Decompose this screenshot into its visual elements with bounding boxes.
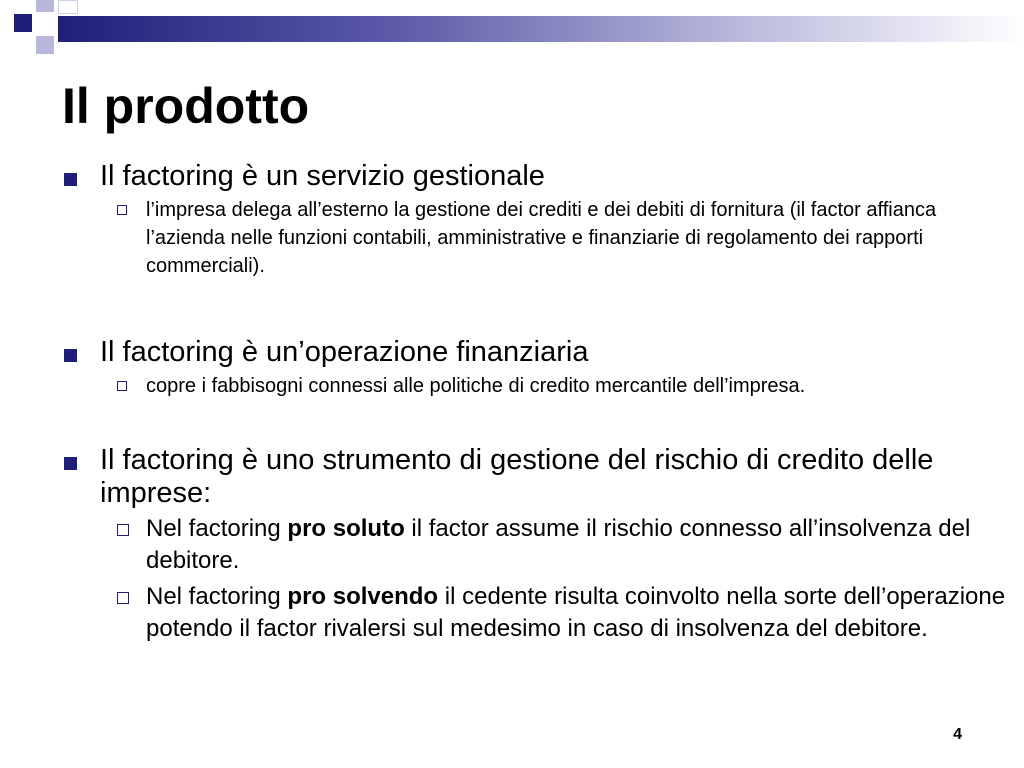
sub-bullet-item [62, 196, 1012, 280]
hollow-square-bullet-icon [117, 524, 129, 536]
slide-title: Il prodotto [62, 78, 310, 134]
square-bullet-icon [64, 349, 77, 362]
sub-bullet-text-pre: Nel factoring [146, 583, 288, 610]
hollow-square-bullet-icon [117, 592, 129, 604]
slide-header-decoration [0, 0, 1024, 64]
bullet-item [62, 160, 1012, 193]
decor-square [14, 14, 32, 32]
hollow-square-bullet-icon [117, 205, 127, 215]
square-bullet-icon [64, 173, 77, 186]
hollow-square-bullet-icon [117, 381, 127, 391]
square-bullet-icon [64, 457, 77, 470]
decor-square [58, 0, 78, 14]
sub-bullet-bold-term: pro soluto [287, 515, 405, 542]
sub-bullet-item [62, 581, 1012, 645]
sub-bullet-item [62, 372, 1012, 400]
sub-bullet-text-pre: Nel factoring [146, 515, 288, 542]
sub-bullet-text-post: il cedente risulta coinvolto nella sorte dell’operazione potendo il factor rivalersi sul medesimo in caso di insolvenza del debitore. [146, 583, 1006, 642]
sub-bullet-list [62, 196, 1012, 280]
sub-bullet-text-post: il factor assume il rischio connesso all’insolvenza del debitore. [146, 515, 971, 574]
decor-square [36, 14, 54, 32]
bullet-item [62, 444, 1012, 510]
sub-bullet-list [62, 372, 1012, 400]
sub-bullet-text: copre i fabbisogni connessi alle politiche di credito mercantile dell’impresa. [146, 375, 806, 397]
sub-bullet-text: l’impresa delega all’esterno la gestione dei crediti e dei debiti di fornitura (il factor affianca l’azienda nelle funzioni contabili, amministrative e finanziarie di regolamento dei rapporti commerciali). [146, 199, 937, 277]
sub-bullet-bold-term: pro solvendo [287, 583, 439, 610]
decor-square [36, 36, 54, 54]
sub-bullet-list [62, 513, 1012, 645]
header-gradient-bar [58, 16, 1024, 42]
page-number: 4 [953, 726, 962, 743]
bullet-item [62, 336, 1012, 369]
bullet-text: Il factoring è un servizio gestionale [100, 160, 545, 192]
decor-square [36, 0, 54, 12]
slide-content [62, 160, 1012, 649]
decor-square [14, 36, 32, 54]
sub-bullet-item [62, 513, 1012, 577]
bullet-text: Il factoring è uno strumento di gestione del rischio di credito delle imprese: [100, 444, 934, 509]
bullet-text: Il factoring è un’operazione finanziaria [100, 336, 589, 368]
